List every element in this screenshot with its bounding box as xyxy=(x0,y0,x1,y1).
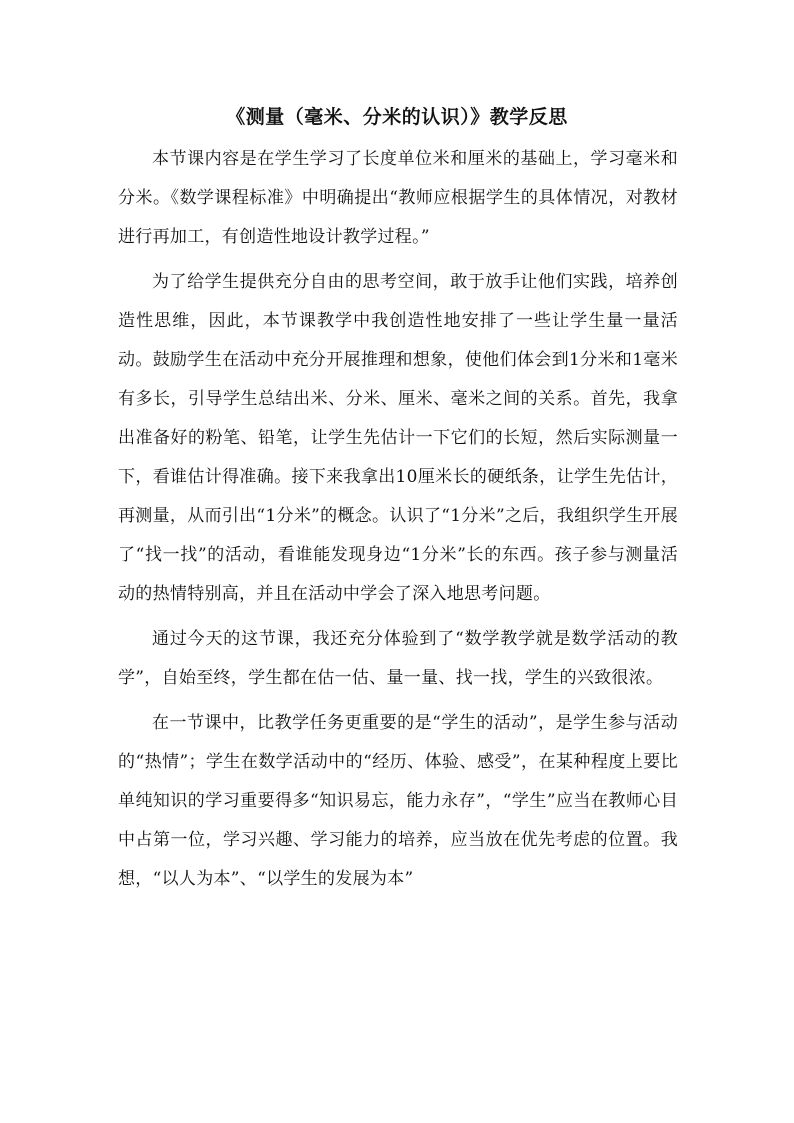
document-body xyxy=(118,140,678,899)
paragraph-1: 本节课内容是在学生学习了长度单位米和厘米的基础上，学习毫米和分米。《数学课程标准》中明确提出“教师应根据学生的具体情况，对教材进行再加工，有创造性地设计教学过程。” xyxy=(118,149,678,247)
paragraph-3: 通过今天的这节课，我还充分体验到了“数学教学就是数学活动的教学”，自始至终，学生都在估一估、量一量、找一找，学生的兴致很浓。 xyxy=(118,629,678,688)
document-title: 《测量（毫米、分米的认识）》教学反思 xyxy=(226,106,568,128)
paragraph-4: 在一节课中，比教学任务更重要的是“学生的活动”，是学生参与活动的“热情”；学生在数学活动中的“经历、体验、感受”，在某种程度上要比单纯知识的学习重要得多“知识易忘，能力永存”，“学生”应当在教师心目中占第一位，学习兴趣、学习能力的培养，应当放在优先考虑的位置。我想，“以人为本”、“以学生的发展为本” xyxy=(118,713,678,889)
paragraph-2: 为了给学生提供充分自由的思考空间，敢于放手让他们实践，培养创造性思维，因此，本节课教学中我创造性地安排了一些让学生量一量活动。鼓励学生在活动中充分开展推理和想象，使他们体会到1分米和1毫米有多长，引导学生总结出米、分米、厘米、毫米之间的关系。首先，我拿出准备好的粉笔、铅笔，让学生先估计一下它们的长短，然后实际测量一下，看谁估计得准确。接下来我拿出10厘米长的硬纸条，让学生先估计，再测量，从而引出“1分米”的概念。认识了“1分米”之后，我组织学生开展了“找一找”的活动，看谁能发现身边“1分米”长的东西。孩子参与测量活动的热情特别高，并且在活动中学会了深入地思考问题。 xyxy=(118,272,678,604)
